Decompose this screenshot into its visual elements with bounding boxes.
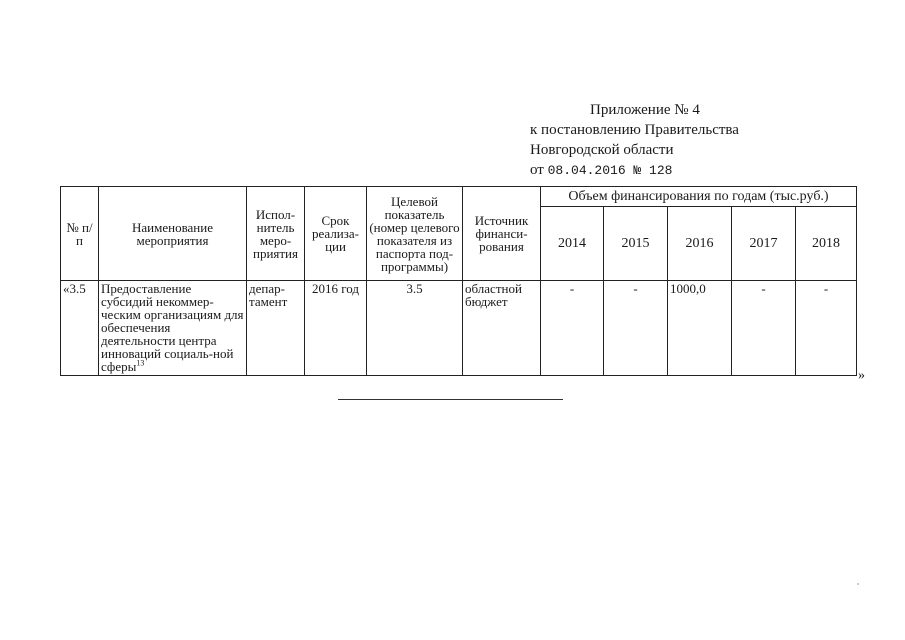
- appendix-header: [530, 100, 739, 181]
- row-value-2018: -: [796, 281, 857, 376]
- appendix-number: Приложение № 4: [590, 102, 700, 118]
- row-value-2016: 1000,0: [668, 281, 732, 376]
- year-2017: 2017: [732, 207, 796, 281]
- row-name: [99, 281, 247, 376]
- appendix-date-line: [530, 160, 739, 181]
- row-value-2014: -: [541, 281, 604, 376]
- year-2016: 2016: [668, 207, 732, 281]
- measures-table: [60, 186, 857, 376]
- year-2018: 2018: [796, 207, 857, 281]
- table-header-row: [61, 187, 857, 207]
- year-2015: 2015: [604, 207, 668, 281]
- appendix-region: Новгородской области: [530, 142, 674, 158]
- row-executor: депар-тамент: [247, 281, 305, 376]
- date-value: 08.04.2016 № 128: [547, 163, 673, 178]
- header-target: Целевой показатель (номер целевого показателя из паспорта под-программы): [367, 187, 463, 281]
- row-footnote: 13: [136, 358, 145, 368]
- header-number: № п/п: [61, 187, 99, 281]
- row-number: «3.5: [61, 281, 99, 376]
- appendix-resolution: к постановлению Правительства: [530, 122, 739, 138]
- row-value-2017: -: [732, 281, 796, 376]
- header-term: Срок реализа-ции: [305, 187, 367, 281]
- year-2014: 2014: [541, 207, 604, 281]
- date-prefix: от: [530, 162, 544, 178]
- table-row: [61, 281, 857, 376]
- row-name-text: Предоставление субсидий некоммер-ческим организациям для обеспечения деятельности центра инноваций социаль-ной сферы: [101, 281, 244, 374]
- header-source: Источник финанси-рования: [463, 187, 541, 281]
- row-target: 3.5: [367, 281, 463, 376]
- closing-quote: »: [858, 368, 865, 383]
- row-term: 2016 год: [305, 281, 367, 376]
- header-funding: Объем финансирования по годам (тыс.руб.): [541, 187, 857, 207]
- separator-line: [338, 399, 563, 400]
- header-executor: Испол-нитель меро-приятия: [247, 187, 305, 281]
- header-name: Наименование мероприятия: [99, 187, 247, 281]
- row-source: областной бюджет: [463, 281, 541, 376]
- scan-speck: [857, 583, 859, 585]
- row-value-2015: -: [604, 281, 668, 376]
